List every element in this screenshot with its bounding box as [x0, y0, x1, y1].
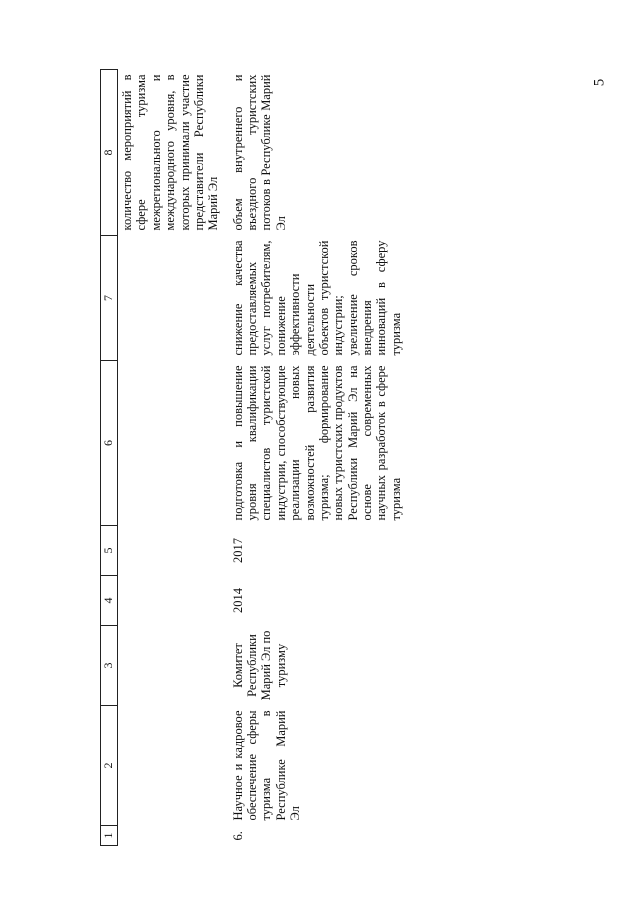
row-number: 6.: [230, 831, 245, 841]
header-col-5: 5: [101, 526, 118, 576]
row-name: Научное и кадровое обеспечение сферы туризма в Республике Марий Эл: [230, 710, 303, 821]
page-number: 5: [590, 78, 607, 87]
header-row: [101, 70, 118, 846]
header-col-4: 4: [101, 576, 118, 626]
header-col-1: 1: [101, 826, 118, 846]
header-col-8: 8: [101, 70, 118, 236]
continued-row: [118, 70, 223, 846]
header-col-7: 7: [101, 236, 118, 361]
row-result: подготовка и повышение уровня квалификации специалистов туристской индустрии, способствующие реализации новых возможностей развития туризма; формирование новых туристских продуктов Республики Марий Эл на основе современных научных разработок в сфере туризма: [230, 365, 403, 521]
row-indicator: объем внутреннего и въездного туристских потоков в Республике Марий Эл: [230, 74, 288, 231]
continued-indicator-cell: количество мероприятий в сфере туризма межрегионального и международного уровня, в которых принимали участие представители Республики Марий Эл: [120, 74, 221, 231]
program-table: [100, 69, 405, 846]
header-col-2: 2: [101, 706, 118, 826]
header-col-3: 3: [101, 626, 118, 706]
row-start-year: 2014: [230, 588, 245, 613]
row-consequences: снижение качества предоставляемых услуг потребителям, понижение эффективности деятельности объектов туристской индустрии; увеличение сроков внедрения инноваций в сферу туризма: [230, 240, 403, 356]
row-executor: Комитет Республики Марий Эл по туризму: [230, 630, 288, 701]
row-end-year: 2017: [230, 538, 245, 563]
rotated-table-wrapper: [100, 70, 470, 846]
header-col-6: 6: [101, 361, 118, 526]
table-row: [223, 70, 406, 846]
